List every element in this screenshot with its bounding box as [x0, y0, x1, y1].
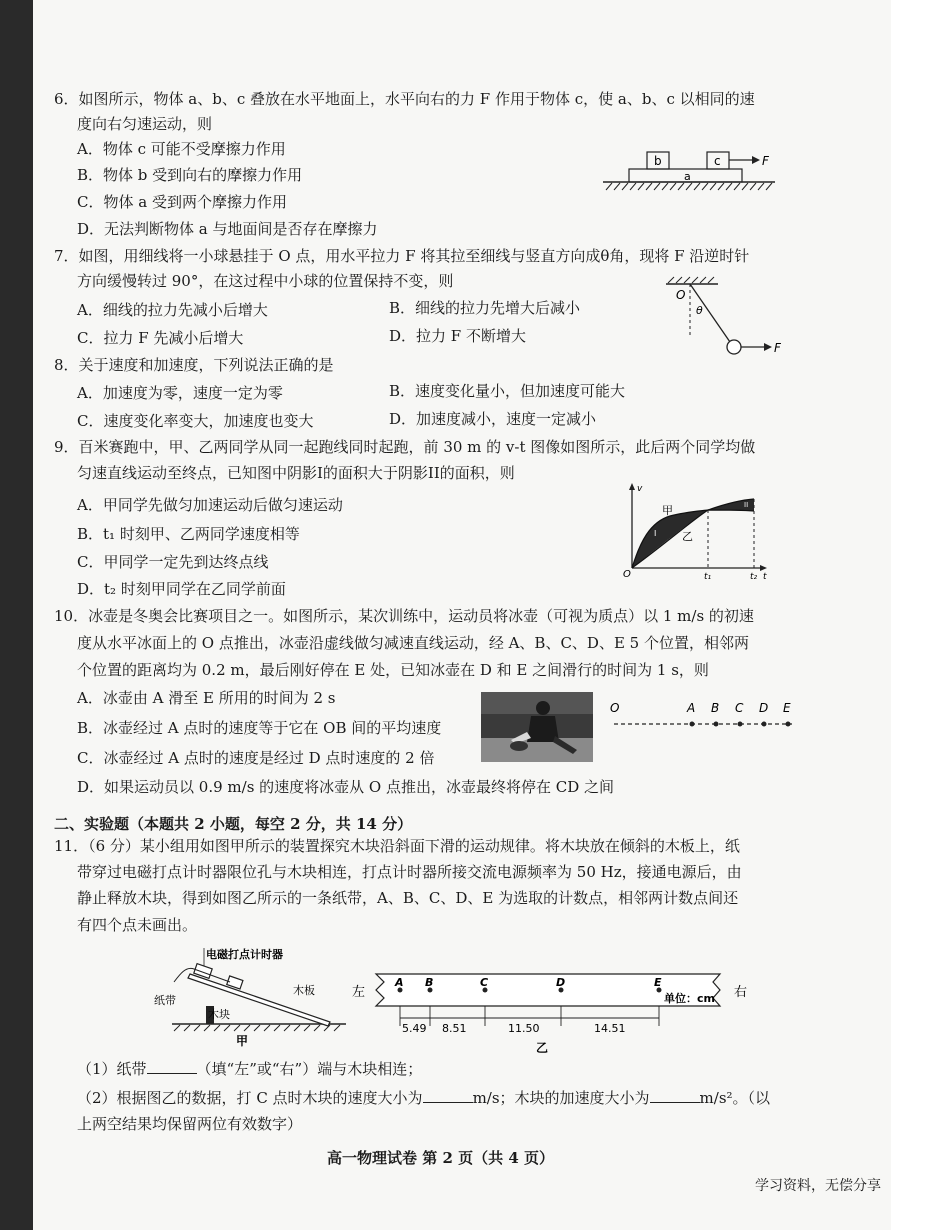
- q7-pendulum-figure: [660, 276, 790, 362]
- label-E: E: [654, 976, 662, 989]
- q7-option-d: D．拉力 F 不断增大: [389, 327, 526, 345]
- dot-C: [738, 722, 743, 727]
- label-board: 木板: [293, 984, 315, 997]
- page-footer: 高一物理试卷 第 2 页（共 4 页）: [327, 1149, 554, 1167]
- q11-sub1-prefix: （1）纸带: [77, 1060, 147, 1078]
- label-O: O: [610, 701, 620, 715]
- q6-option-a: A．物体 c 可能不受摩擦力作用: [77, 140, 286, 158]
- q6-block-figure: [600, 148, 780, 196]
- q10-point-line: [606, 698, 806, 738]
- caption-jia: 甲: [236, 1034, 249, 1048]
- q6-option-d: D．无法判断物体 a 与地面间是否存在摩擦力: [77, 220, 378, 238]
- q11-sub2-prefix: （2）根据图乙的数据，打 C 点时木块的速度大小为: [77, 1089, 423, 1107]
- distance-BC: 8.51: [442, 1022, 467, 1035]
- label-t1: t₁: [704, 572, 712, 582]
- label-yi: 乙: [682, 530, 693, 543]
- label-timer: 电磁打点计时器: [206, 948, 283, 961]
- q8-option-c: C．速度变化率变大，加速度也变大: [77, 412, 314, 430]
- q10-option-b: B．冰壶经过 A 点时的速度等于它在 OB 间的平均速度: [77, 719, 442, 737]
- label-theta: θ: [696, 304, 703, 317]
- answer-blank-2[interactable]: [423, 1088, 473, 1103]
- label-t2: t₂: [750, 572, 758, 582]
- q10-option-a: A．冰壶由 A 滑至 E 所用的时间为 2 s: [77, 689, 336, 707]
- scan-left-edge: [0, 0, 33, 1230]
- dot-E: [786, 722, 791, 727]
- label-O: O: [623, 569, 631, 580]
- q10-option-d: D．如果运动员以 0.9 m/s 的速度将冰壶从 O 点推出，冰壶最终将停在 CD 之间: [77, 778, 615, 796]
- label-a: a: [684, 170, 691, 183]
- label-E: E: [783, 701, 791, 715]
- dot-D: [762, 722, 767, 727]
- q11-subquestion-2-note: 上两空结果均保留两位有效数字）: [77, 1115, 303, 1133]
- dot-B: [714, 722, 719, 727]
- q9-option-c: C．甲同学一定先到达终点线: [77, 553, 269, 571]
- label-II: II: [744, 501, 749, 509]
- q9-option-b: B．t₁ 时刻甲、乙两同学速度相等: [77, 525, 300, 543]
- q7-option-a: A．细线的拉力先减小后增大: [77, 301, 268, 319]
- q10-stem-line3: 个位置的距离均为 0.2 m，最后刚好停在 E 处，已知冰壶在 D 和 E 之间滑行的时间为 1 s，则: [77, 661, 709, 679]
- arrowhead: [764, 343, 772, 351]
- label-A: A: [395, 976, 404, 989]
- q11-paper-tape-figure-yi: [348, 966, 758, 1056]
- q11-stem-line3: 静止释放木块，得到如图乙所示的一条纸带，A、B、C、D、E 为选取的计数点，相邻两计数点间还: [77, 889, 739, 907]
- q8-option-d: D．加速度减小，速度一定减小: [389, 410, 597, 428]
- label-jia: 甲: [662, 504, 673, 517]
- t-arrow: [760, 565, 767, 571]
- v-arrow: [629, 483, 635, 490]
- q9-vt-graph: [620, 482, 770, 582]
- q11-sub2-middle: m/s；木块的加速度大小为: [472, 1089, 650, 1107]
- q6-option-b: B．物体 b 受到向右的摩擦力作用: [77, 166, 303, 184]
- q9-stem-line2: 匀速直线运动至终点，已知图中阴影I的面积大于阴影II的面积，则: [77, 464, 515, 482]
- label-c: c: [714, 154, 721, 168]
- ground-hatch: [606, 183, 772, 190]
- q10-option-c: C．冰壶经过 A 点时的速度是经过 D 点时速度的 2 倍: [77, 749, 435, 767]
- scan-right-margin: [891, 0, 950, 1230]
- q8-option-b: B．速度变化量小，但加速度可能大: [389, 382, 626, 400]
- distance-AB: 5.49: [402, 1022, 427, 1035]
- label-F: F: [762, 154, 769, 168]
- q7-stem-line1: 7．如图，用细线将一小球悬挂于 O 点，用水平拉力 F 将其拉至细线与竖直方向成θ角，现将 F 沿逆时针: [54, 247, 750, 265]
- label-tape: 纸带: [154, 994, 176, 1007]
- table-hatch: [174, 1025, 340, 1031]
- section-2-heading: 二、实验题（本题共 2 小题，每空 2 分，共 14 分）: [54, 815, 413, 833]
- answer-blank-1[interactable]: [147, 1059, 197, 1074]
- q8-stem: 8．关于速度和加速度，下列说法正确的是: [54, 356, 334, 374]
- curling-photo-art: [481, 692, 593, 762]
- label-D: D: [759, 701, 769, 715]
- q10-stem-line1: 10．冰壶是冬奥会比赛项目之一。如图所示，某次训练中，运动员将冰壶（可视为质点）以 1 m/s 的初速: [54, 607, 754, 625]
- q7-option-b: B．细线的拉力先增大后减小: [389, 299, 581, 317]
- label-B: B: [425, 976, 434, 989]
- q10-stem-line2: 度从水平冰面上的 O 点推出，冰壶沿虚线做匀减速直线运动，经 A、B、C、D、E 5 个位置，相邻两: [77, 634, 749, 652]
- arrowhead: [752, 156, 760, 164]
- label-unit: 单位：cm: [664, 992, 715, 1005]
- q6-stem-line2: 度向右匀速运动，则: [77, 115, 213, 133]
- q9-option-a: A．甲同学先做匀加速运动后做匀速运动: [77, 496, 343, 514]
- q11-subquestion-1: [77, 1059, 422, 1079]
- label-v: v: [637, 484, 643, 494]
- distance-CD: 11.50: [508, 1022, 540, 1035]
- q11-stem-line1: 11．（6 分）某小组用如图甲所示的装置探究木块沿斜面下滑的运动规律。将木块放在倾斜的木板上，纸: [54, 837, 740, 855]
- label-left: 左: [352, 985, 366, 1000]
- label-O: O: [676, 288, 686, 302]
- caption-yi: 乙: [536, 1041, 549, 1055]
- label-t: t: [763, 572, 767, 582]
- ball: [727, 340, 741, 354]
- label-right: 右: [734, 985, 748, 1000]
- label-block: 木块: [208, 1008, 230, 1021]
- dot-A: [690, 722, 695, 727]
- ceiling-hatch: [668, 277, 714, 283]
- label-D: D: [556, 976, 566, 989]
- label-C: C: [735, 701, 744, 715]
- label-B: B: [711, 701, 720, 715]
- q11-sub2-suffix: m/s²。（以: [699, 1089, 771, 1107]
- label-C: C: [480, 976, 489, 989]
- q7-stem-line2: 方向缓慢转过 90°，在这过程中小球的位置保持不变，则: [77, 272, 454, 290]
- q8-option-a: A．加速度为零，速度一定为零: [77, 384, 283, 402]
- q11-sub1-suffix: （填“左”或“右”）端与木块相连；: [196, 1060, 423, 1078]
- q7-option-c: C．拉力 F 先减小后增大: [77, 329, 244, 347]
- q11-stem-line4: 有四个点未画出。: [77, 916, 198, 934]
- answer-blank-3[interactable]: [650, 1088, 700, 1103]
- q9-stem-line1: 9．百米赛跑中，甲、乙两同学从同一起跑线同时起跑，前 30 m 的 v-t 图像如图所示，此后两个同学均做: [54, 438, 756, 456]
- label-A: A: [687, 701, 696, 715]
- q11-subquestion-2: [77, 1088, 770, 1108]
- q11-apparatus-figure-jia: [150, 944, 350, 1048]
- q6-stem-line1: 6．如图所示，物体 a、b、c 叠放在水平地面上，水平向右的力 F 作用于物体 c，使 a、b、c 以相同的速: [54, 90, 755, 108]
- distance-DE: 14.51: [594, 1022, 626, 1035]
- q9-option-d: D．t₂ 时刻甲同学在乙同学前面: [77, 580, 286, 598]
- q11-stem-line2: 带穿过电磁打点计时器限位孔与木块相连，打点计时器所接交流电源频率为 50 Hz，接通电源后，由: [77, 863, 742, 881]
- label-b: b: [654, 154, 662, 168]
- label-I: I: [654, 529, 657, 538]
- watermark-text: 学习资料，无偿分享: [755, 1178, 881, 1194]
- curling-photo: [481, 692, 593, 762]
- label-F: F: [774, 341, 781, 355]
- q6-option-c: C．物体 a 受到两个摩擦力作用: [77, 193, 287, 211]
